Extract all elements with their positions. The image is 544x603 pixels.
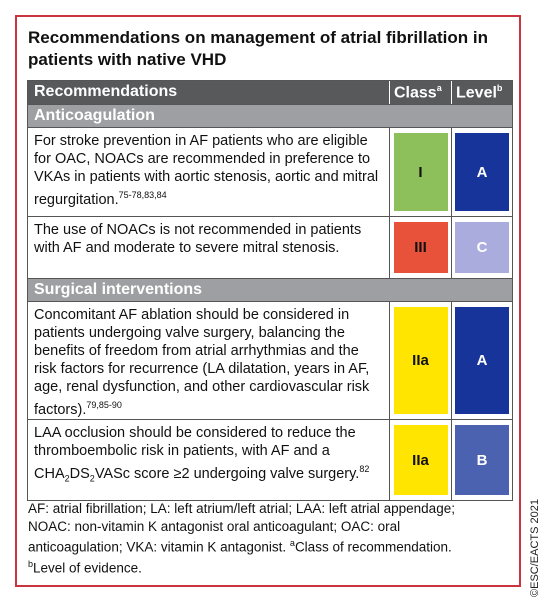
class-badge: IIa — [394, 425, 448, 495]
level-cell — [452, 128, 512, 216]
level-cell — [452, 302, 512, 419]
class-cell — [390, 217, 452, 278]
level-cell — [452, 217, 512, 278]
footnote-abbreviations: AF: atrial fibrillation; LA: left atrium/left atrial; LAA: left atrial appendage; NOAC: non-vitamin K antagonist oral anticoagulant; OAC: oral anticoagulation; VKA: vitamin K antagonist. — [28, 501, 455, 555]
table-title: Recommendations on management of atrial fibrillation in patients with native VHD — [28, 28, 489, 69]
class-badge: III — [394, 222, 448, 273]
table-row — [28, 216, 512, 278]
header-level: Level$^b$ — [456, 83, 503, 102]
section-anticoagulation: Anticoagulation — [28, 104, 512, 127]
header-recommendations: Recommendations — [28, 81, 390, 104]
level-badge: C — [455, 222, 509, 273]
recommendation-text: LAA occlusion should be considered to reduce the thromboembolic risk in patients, with AF and a $CHA_2DS_2VASc$ score ≥2 undergoing valve surgery.$^{82}$ — [28, 420, 390, 500]
copyright-notice: ©ESC/EACTS 2021 — [529, 499, 541, 597]
class-cell — [390, 128, 452, 216]
level-badge: A — [455, 307, 509, 414]
recommendations-table — [27, 80, 513, 501]
table-header — [28, 81, 512, 104]
section-surgical-interventions: Surgical interventions — [28, 278, 512, 301]
table-row — [28, 419, 512, 500]
footnote-b: Level of evidence. — [33, 560, 142, 576]
class-cell — [390, 420, 452, 500]
table-row — [28, 127, 512, 216]
footnote: AF: atrial fibrillation; LA: left atrium/left atrial; LAA: left atrial appendage; NOAC: non-vitamin K antagonist oral anticoagulant; OAC: oral anticoagulation; VKA: vitamin K antagonist. $^a$Class of recommendation. $^b$Level of evidence. — [28, 501, 455, 576]
recommendation-text: The use of NOACs is not recommended in patients with AF and moderate to severe mitral stenosis. — [28, 217, 390, 278]
recommendation-text: For stroke prevention in AF patients who are eligible for OAC, NOACs are recommended in preference to VKAs in patients with aortic stenosis, aortic and mitral regurgitation.$^{75-78,83,84}$ — [28, 128, 390, 216]
class-cell — [390, 302, 452, 419]
footnote-a: Class of recommendation. — [294, 539, 452, 555]
class-badge: I — [394, 133, 448, 211]
level-badge: B — [455, 425, 509, 495]
header-class: Class$^a$ — [390, 81, 452, 104]
recommendation-text: Concomitant AF ablation should be considered in patients undergoing valve surgery, balancing the benefits of freedom from atrial arrhythmias and the risk factors for recurrence (LA dilatation, years in AF, age, renal dysfunction, and other cardiovascular risk factors).$^{79,85-90}$ — [28, 302, 390, 419]
class-badge: IIa — [394, 307, 448, 414]
table-row — [28, 301, 512, 419]
level-badge: A — [455, 133, 509, 211]
level-cell — [452, 420, 512, 500]
